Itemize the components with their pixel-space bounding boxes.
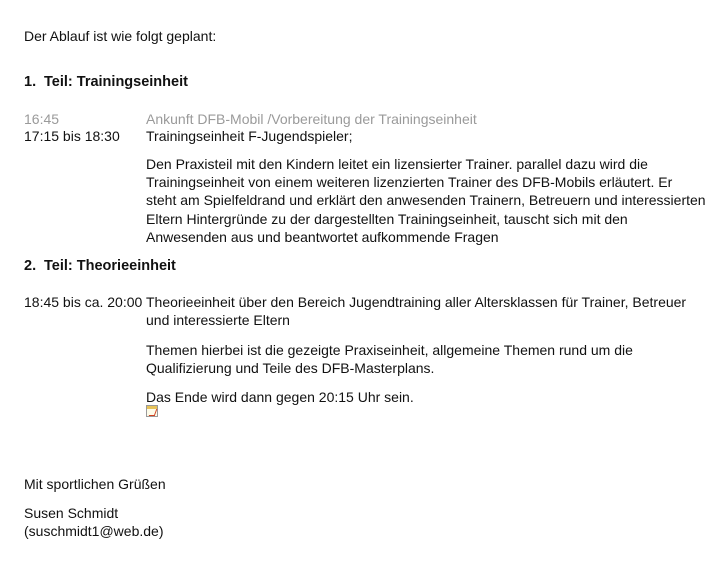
intro-text: Der Ablauf ist wie folgt geplant:	[24, 28, 217, 44]
schedule-time-arrival: 16:45	[24, 111, 60, 127]
part2-number: 2.	[24, 258, 37, 274]
calendar-note-icon[interactable]	[146, 405, 158, 417]
schedule-time-theory: 18:45 bis ca. 20:00	[24, 294, 143, 310]
part2-heading: Teil: Theorieeinheit	[44, 258, 176, 274]
signature-email: (suschmidt1@web.de)	[24, 523, 164, 539]
schedule-text-arrival: Ankunft DFB-Mobil /Vorbereitung der Trainingseinheit	[146, 111, 477, 127]
training-description: Den Praxisteil mit den Kindern leitet ein lizensierter Trainer. parallel dazu wird die Trainingseinheit von einem weiteren lizenzierten Trainer des DFB-Mobils erläutert. Er steht am Spielfeldrand und erklärt den anwesenden Trainern, Betreuern und interessierten Eltern Hintergründe zu der dargestellten Trainingseinheit, tauscht sich mit den Anwesenden aus und beantwortet aufkommende Fragen	[146, 156, 706, 245]
part1-heading: Teil: Trainingseinheit	[44, 74, 188, 90]
closing-greeting: Mit sportlichen Grüßen	[24, 476, 166, 492]
end-time-note: Das Ende wird dann gegen 20:15 Uhr sein.	[146, 389, 414, 405]
theory-topics: Themen hierbei ist die gezeigte Praxiseinheit, allgemeine Themen rund um die Qualifizierung und Teile des DFB-Masterplans.	[146, 342, 633, 377]
signature-name: Susen Schmidt	[24, 505, 119, 521]
part1-number: 1.	[24, 74, 37, 90]
schedule-text-training: Trainingseinheit F-Jugendspieler;	[146, 128, 353, 144]
theory-description: Theorieeinheit über den Bereich Jugendtraining aller Altersklassen für Trainer, Betreuer und interessierte Eltern	[146, 294, 687, 329]
schedule-time-training: 17:15 bis 18:30	[24, 128, 120, 144]
